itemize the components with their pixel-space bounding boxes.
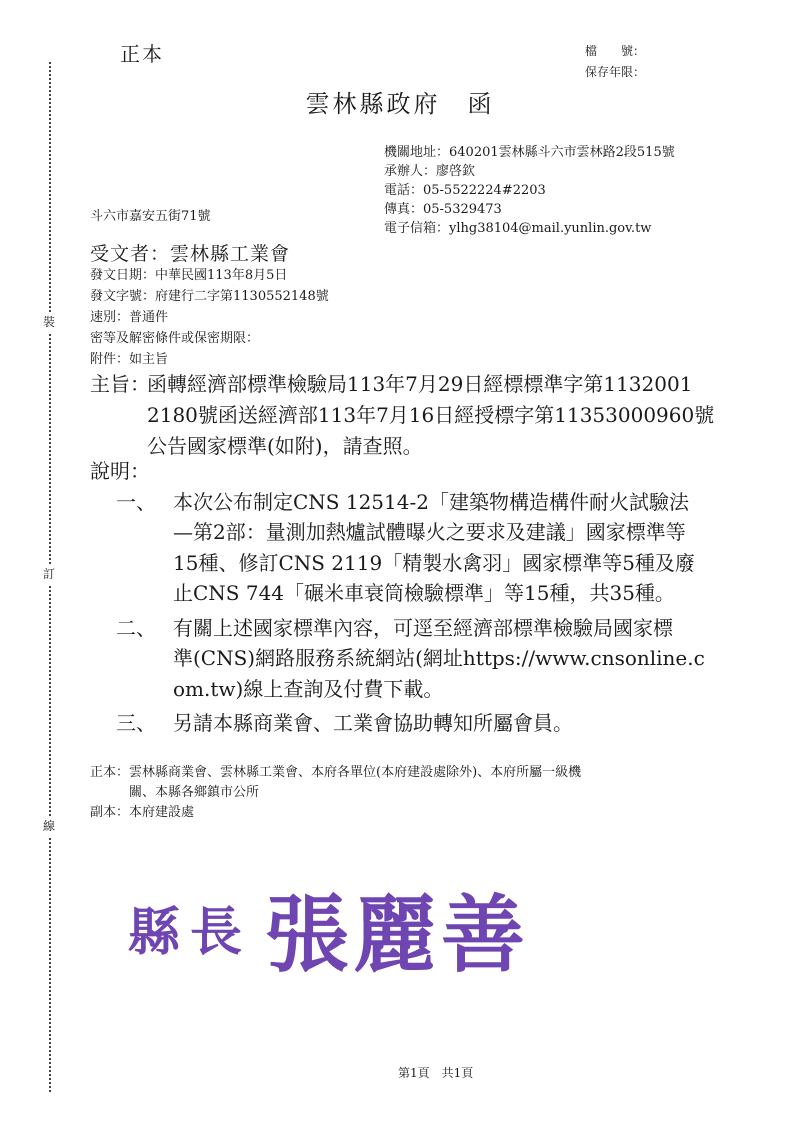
- subject-text: 函轉經濟部標準檢驗局113年7月29日經標標準字第1132001: [147, 372, 693, 396]
- explanation-line: [90, 487, 705, 518]
- item-text: 本次公布制定CNS 12514-2「建築物構造構件耐火試驗法: [173, 489, 689, 514]
- subject-line: 公告國家標準(如附)，請查照。: [147, 434, 423, 458]
- distribution-list: [90, 763, 581, 823]
- original-recipients-cont: 關、本縣各鄉鎮市公所: [129, 785, 260, 800]
- document-number: 發文字號：府建行二字第1130552148號: [90, 289, 329, 304]
- recipient: 受文者：雲林縣工業會: [90, 243, 291, 265]
- attachment-note: 附件：如主旨: [90, 352, 169, 367]
- agency-address: 機關地址：640201雲林縣斗六市雲林路2段515號: [384, 145, 675, 160]
- item-text: 有關上述國家標準內容，可逕至經濟部標準檢驗局國家標: [173, 615, 673, 640]
- signature-name: 張麗善: [265, 885, 530, 984]
- original-recipients-text: 雲林縣商業會、雲林縣工業會、本府各單位(本府建設處除外)、本府所屬一級機: [129, 765, 582, 780]
- page-number: 第1頁 共1頁: [398, 1066, 474, 1080]
- explanation-label: 說明：: [90, 459, 150, 483]
- delivery-speed: 速別：普通件: [90, 310, 169, 325]
- explanation-item-3: [90, 708, 705, 739]
- explanation-line: [90, 613, 705, 644]
- binding-mark-zhuang: 裝: [43, 312, 55, 332]
- binding-mark-ding: 訂: [43, 564, 55, 584]
- explanation-line: om.tw)線上查詢及付費下載。: [173, 676, 444, 701]
- item-marker: 三、: [116, 711, 156, 735]
- copy-type-label: 正本: [120, 42, 164, 66]
- original-recipients: [90, 763, 581, 783]
- document-title: 雲林縣政府 函: [305, 90, 495, 118]
- original-label: 正本：: [90, 765, 130, 780]
- signature-title: 縣長: [128, 902, 253, 963]
- explanation-section: [90, 456, 705, 739]
- document-meta: [90, 265, 329, 370]
- retention-period-label: 保存年限：: [585, 65, 646, 79]
- subject-label: 主旨：: [90, 372, 150, 396]
- recipient-address: 斗六市嘉安五街71號: [90, 209, 211, 224]
- explanation-line: [90, 708, 705, 739]
- file-number-label: 檔 號：: [585, 44, 646, 58]
- item-marker: 一、: [116, 489, 156, 514]
- copy-label: 副本：: [90, 805, 130, 820]
- agency-info: [384, 143, 675, 238]
- copy-recipients-text: 本府建設處: [129, 805, 195, 820]
- agency-email: 電子信箱：ylhg38104@mail.yunlin.gov.tw: [384, 221, 652, 236]
- copy-recipients: [90, 803, 581, 823]
- explanation-line: 止CNS 744「碾米車衰筒檢驗標準」等15種，共35種。: [173, 581, 675, 605]
- agency-phone: 電話：05-5522224#2203: [384, 183, 546, 198]
- confidentiality-level: 密等及解密條件或保密期限：: [90, 331, 260, 346]
- explanation-line: 準(CNS)網路服務系統網站(網址https://www.cnsonline.c: [173, 646, 705, 670]
- item-marker: 二、: [116, 615, 156, 640]
- agency-fax: 傳真：05-5329473: [384, 202, 502, 217]
- explanation-line: —第2部：量測加熱爐試體曝火之要求及建議」國家標準等: [173, 520, 686, 544]
- explanation-line: 15種、修訂CNS 2119「精製水禽羽」國家標準等5種及廢: [173, 550, 695, 575]
- explanation-item-2: [90, 613, 705, 705]
- explanation-item-1: [90, 487, 705, 609]
- issue-date: 發文日期：中華民國113年8月5日: [90, 268, 288, 283]
- agency-handler: 承辦人：廖啓欽: [384, 164, 476, 179]
- subject-line: 2180號函送經濟部113年7月16日經授標字第11353000960號: [147, 403, 715, 427]
- subject-line: [90, 369, 714, 400]
- subject-section: [90, 369, 714, 462]
- item-text: 另請本縣商業會、工業會協助轉知所屬會員。: [173, 711, 573, 735]
- binding-mark-xian: 線: [43, 816, 55, 836]
